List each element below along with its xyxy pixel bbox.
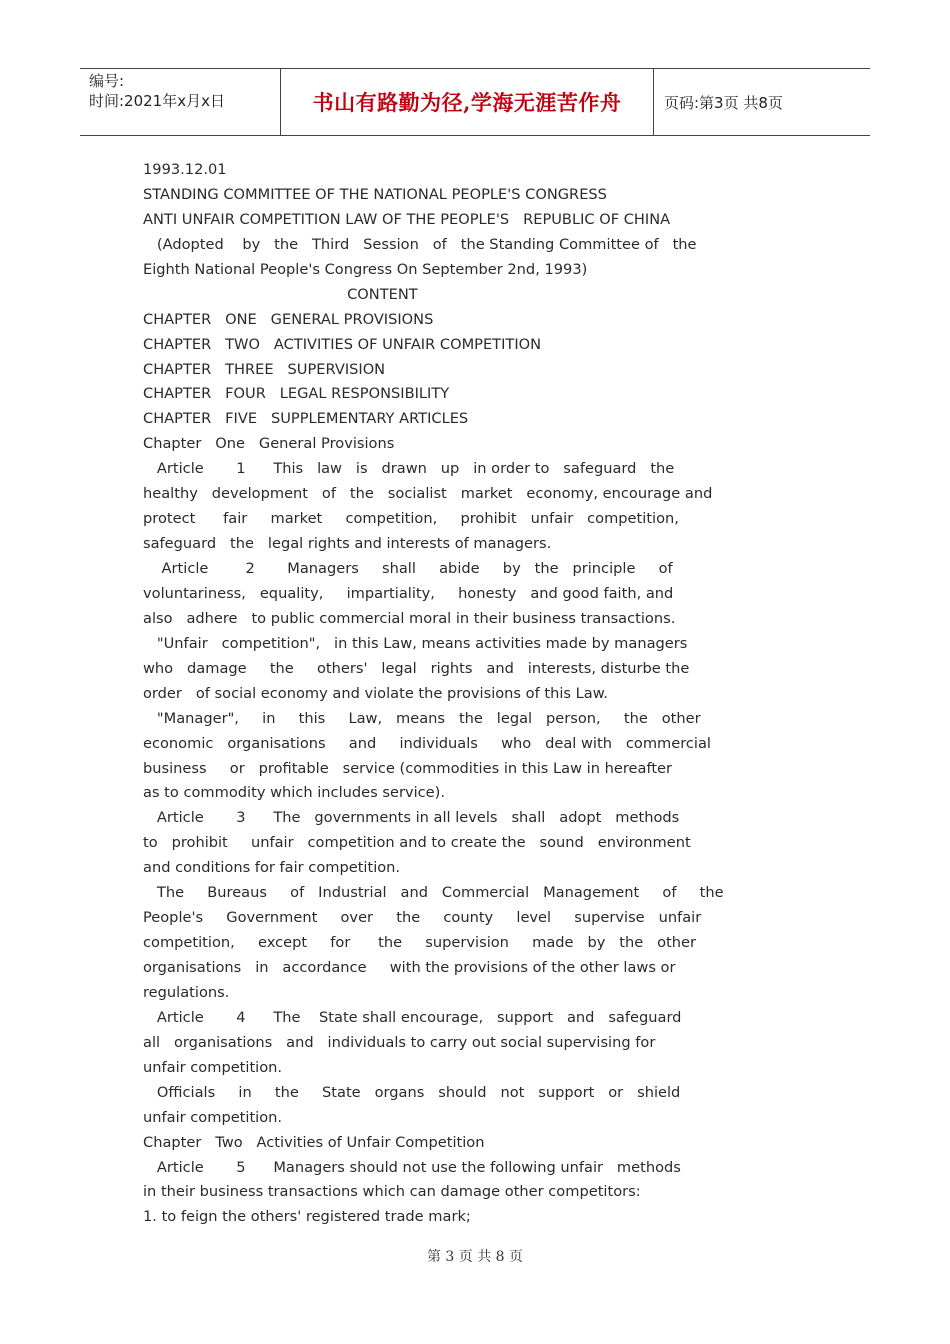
text-line: competition, except for the supervision made by the other	[143, 934, 697, 952]
header-motto: 书山有路勤为径,学海无涯苦作舟	[312, 90, 622, 115]
text-line: Article 3 The governments in all levels shall adopt methods	[143, 809, 680, 827]
text-line: Eighth National People's Congress On September 2nd, 1993)	[143, 260, 588, 278]
page-header	[80, 68, 870, 136]
text-line: Article 1 This law is drawn up in order to safeguard the	[143, 460, 675, 478]
document-number-label: 编号:	[89, 72, 125, 90]
text-line: to prohibit unfair competition and to create the sound environment	[143, 834, 691, 852]
text-line: 1993.12.01	[143, 161, 227, 178]
text-line: regulations.	[143, 983, 230, 1001]
text-line: The Bureaus of Industrial and Commercial Management of the	[143, 884, 724, 902]
text-line: CHAPTER FIVE SUPPLEMENTARY ARTICLES	[143, 410, 469, 428]
text-line: as to commodity which includes service).	[143, 784, 445, 802]
document-time-label: 时间:2021年x月x日	[89, 92, 225, 110]
text-line: in their business transactions which can damage other competitors:	[143, 1183, 641, 1201]
text-line: 1. to feign the others' registered trade mark;	[143, 1208, 471, 1226]
text-line: Article 4 The State shall encourage, support and safeguard	[143, 1008, 682, 1026]
text-line: safeguard the legal rights and interests of managers.	[143, 535, 552, 553]
header-page-info	[654, 69, 870, 135]
text-line: Article 2 Managers shall abide by the principle of	[143, 560, 673, 577]
text-line: ANTI UNFAIR COMPETITION LAW OF THE PEOPLE'S REPUBLIC OF CHINA	[143, 210, 671, 228]
text-line: voluntariness, equality, impartiality, honesty and good faith, and	[143, 584, 674, 602]
text-line: CHAPTER FOUR LEGAL RESPONSIBILITY	[143, 385, 450, 403]
text-line: "Manager", in this Law, means the legal person, the other	[143, 709, 701, 727]
text-line: also adhere to public commercial moral in their business transactions.	[143, 609, 676, 627]
text-line: CONTENT	[143, 285, 418, 303]
text-line: CHAPTER ONE GENERAL PROVISIONS	[143, 310, 434, 328]
text-line: Chapter Two Activities of Unfair Competition	[143, 1133, 485, 1151]
text-line: Officials in the State organs should not support or shield	[143, 1083, 681, 1101]
header-motto-cell	[281, 69, 654, 135]
text-line: all organisations and individuals to carry out social supervising for	[143, 1033, 656, 1051]
text-line: healthy development of the socialist market economy, encourage and	[143, 485, 713, 503]
text-line: People's Government over the county level supervise unfair	[143, 909, 702, 927]
text-line: protect fair market competition, prohibit unfair competition,	[143, 510, 679, 528]
text-line: "Unfair competition", in this Law, means activities made by managers	[143, 634, 688, 652]
header-page-number: 页码:第3页 共8页	[664, 93, 783, 112]
text-line: unfair competition.	[143, 1108, 283, 1126]
text-line: CHAPTER TWO ACTIVITIES OF UNFAIR COMPETITION	[143, 335, 542, 353]
text-line: (Adopted by the Third Session of the Standing Committee of the	[143, 235, 697, 253]
text-line: Article 5 Managers should not use the following unfair methods	[143, 1158, 681, 1176]
text-line: and conditions for fair competition.	[143, 859, 401, 877]
text-line: Chapter One General Provisions	[143, 435, 395, 453]
text-line: order of social economy and violate the provisions of this Law.	[143, 684, 608, 702]
footer-page-number: 第 3 页 共 8 页	[426, 1249, 524, 1265]
text-line: economic organisations and individuals who deal with commercial	[143, 734, 711, 752]
text-line: organisations in accordance with the provisions of the other laws or	[143, 959, 676, 976]
text-line: who damage the others' legal rights and interests, disturbe the	[143, 659, 690, 677]
text-line: unfair competition.	[143, 1058, 283, 1076]
header-meta	[80, 69, 281, 135]
text-line: business or profitable service (commodities in this Law in hereafter	[143, 759, 673, 777]
text-line: STANDING COMMITTEE OF THE NATIONAL PEOPLE'S CONGRESS	[143, 185, 607, 203]
page-footer	[0, 1246, 950, 1266]
text-line: CHAPTER THREE SUPERVISION	[143, 360, 386, 378]
document-body	[143, 158, 723, 1230]
